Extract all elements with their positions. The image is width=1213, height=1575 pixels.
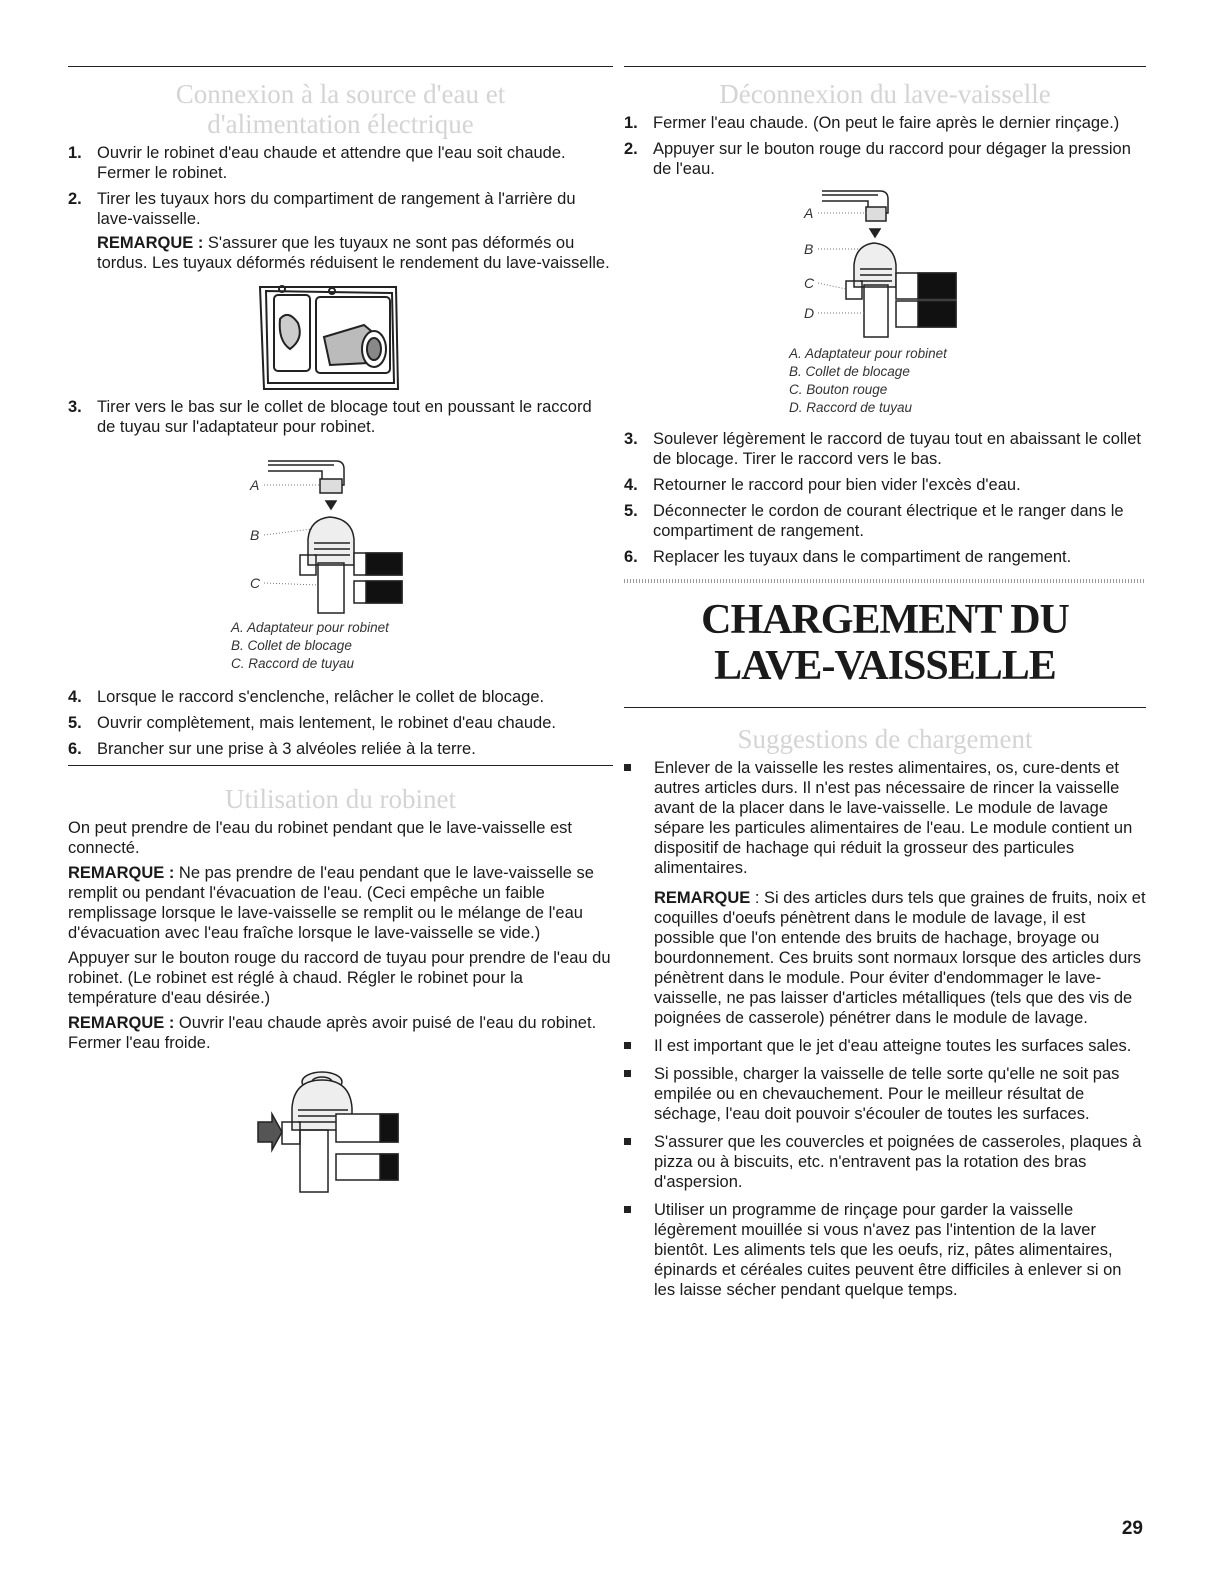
note-label: REMARQUE xyxy=(654,889,751,907)
bullet-text: Il est important que le jet d'eau atteigne toutes les surfaces sales. xyxy=(654,1037,1132,1055)
bullet-item xyxy=(624,1132,1146,1192)
step-number: 5. xyxy=(624,502,638,520)
faucet-adapter-disconnect-illustration xyxy=(624,185,1146,345)
step-item xyxy=(624,429,1146,469)
step-text: Retourner le raccord pour bien vider l'excès d'eau. xyxy=(653,476,1021,494)
steps-list xyxy=(68,687,613,759)
bullet-square-icon xyxy=(624,1070,631,1077)
step-text: Lorsque le raccord s'enclenche, relâcher le collet de blocage. xyxy=(97,688,545,706)
section-title-utilisation: Utilisation du robinet xyxy=(225,784,456,814)
note-text: : Si des articles durs tels que graines de fruits, noix et coquilles d'oeufs pénètrent dans le module de lavage, il est possible que l'on entende des bruits de hachage, broyage ou bourdonnement. Ces bruits sont normaux lorsque des articles durs pénètrent dans le module. Pour éviter d'endommager le lave-vaisselle, ne pas laisser d'articles métalliques (tels que des vis de poignées de casserole) pénétrer dans le module de lavage. xyxy=(654,889,1146,1027)
step-number: 6. xyxy=(68,740,82,758)
section-rule xyxy=(68,765,613,766)
step-text: Replacer les tuyaux dans le compartiment de rangement. xyxy=(653,548,1072,566)
step-text: Ouvrir complètement, mais lentement, le robinet d'eau chaude. xyxy=(97,714,556,732)
step-item xyxy=(68,713,613,733)
section-rule xyxy=(624,707,1146,708)
step-text: Appuyer sur le bouton rouge du raccord pour dégager la pression de l'eau. xyxy=(653,140,1131,178)
bullet-item xyxy=(624,1036,1146,1056)
figure-legend xyxy=(624,345,1146,417)
step-item xyxy=(624,475,1146,495)
figure-label-b: B xyxy=(804,241,814,257)
left-column xyxy=(68,66,613,1208)
chapter-title-line: CHARGEMENT DU xyxy=(701,597,1069,643)
faucet-adapter-figure xyxy=(68,443,613,619)
bullet-text: S'assurer que les couvercles et poignées de casseroles, plaques à pizza ou à biscuits, etc. n'entravent pas la rotation des bras d'aspersion. xyxy=(654,1133,1142,1191)
paragraph: On peut prendre de l'eau du robinet pendant que le lave-vaisselle est connecté. xyxy=(68,819,572,857)
figure-label-b: B xyxy=(250,527,260,543)
figure-label-a: A xyxy=(804,205,814,221)
chapter-title-line: LAVE-VAISSELLE xyxy=(714,643,1056,689)
section-title-suggestions: Suggestions de chargement xyxy=(737,724,1033,754)
note-label: REMARQUE : xyxy=(97,234,204,252)
step-text: Tirer les tuyaux hors du compartiment de rangement à l'arrière du lave-vaisselle. xyxy=(97,190,576,228)
bullet-square-icon xyxy=(624,1042,631,1049)
hose-connector-figure xyxy=(68,1058,613,1208)
section-rule xyxy=(68,66,613,67)
step-text: Déconnecter le cordon de courant électrique et le ranger dans le compartiment de rangement. xyxy=(653,502,1124,540)
legend-item: B. Collet de blocage xyxy=(789,364,910,379)
bullet-item xyxy=(624,758,1146,1028)
step-text: Brancher sur une prise à 3 alvéoles reliée à la terre. xyxy=(97,740,476,758)
storage-compartment-figure xyxy=(68,279,613,397)
step-item xyxy=(624,113,1146,133)
legend-item: A. Adaptateur pour robinet xyxy=(231,620,389,635)
step-item xyxy=(624,139,1146,179)
note xyxy=(68,1013,613,1053)
step-number: 3. xyxy=(68,398,82,416)
legend-item: C. Bouton rouge xyxy=(789,382,888,397)
step-number: 2. xyxy=(68,190,82,208)
note-text: Ouvrir l'eau chaude après avoir puisé de l'eau du robinet. Fermer l'eau froide. xyxy=(68,1014,597,1052)
figure-label-d: D xyxy=(804,305,815,321)
page-number: 29 xyxy=(1121,1518,1143,1539)
figure-label-a: A xyxy=(250,477,260,493)
step-number: 1. xyxy=(624,114,638,132)
paragraph: Appuyer sur le bouton rouge du raccord de tuyau pour prendre de l'eau du robinet. (Le robinet est réglé à chaud. Régler le robinet pour la température d'eau désirée.) xyxy=(68,949,611,1007)
note xyxy=(68,863,613,943)
step-item xyxy=(68,739,613,759)
steps-list xyxy=(624,429,1146,567)
bullet-item xyxy=(624,1200,1146,1300)
faucet-adapter-illustration xyxy=(68,443,613,619)
chapter-title xyxy=(624,597,1146,689)
legend-item: D. Raccord de tuyau xyxy=(789,400,913,415)
step-item xyxy=(68,397,613,437)
steps-list xyxy=(624,113,1146,179)
step-number: 2. xyxy=(624,140,638,158)
note xyxy=(654,888,1146,1028)
step-number: 6. xyxy=(624,548,638,566)
step-item xyxy=(624,547,1146,567)
bullet-square-icon xyxy=(624,1206,631,1213)
step-text: Soulever légèrement le raccord de tuyau tout en abaissant le collet de blocage. Tirer le raccord vers le bas. xyxy=(653,430,1141,468)
bullet-text: Si possible, charger la vaisselle de telle sorte qu'elle ne soit pas empilée ou en chevauchement. Pour le meilleur résultat de séchage, l'eau doit pouvoir s'écouler de toutes les surfaces. xyxy=(654,1065,1120,1123)
step-number: 3. xyxy=(624,430,638,448)
faucet-adapter-disconnect-figure xyxy=(624,185,1146,345)
step-number: 1. xyxy=(68,144,82,162)
step-item xyxy=(624,501,1146,541)
figure-label-c: C xyxy=(250,575,261,591)
bullet-text: Utiliser un programme de rinçage pour garder la vaisselle légèrement mouillée si vous n'avez pas l'intention de la laver bientôt. Les aliments tels que les oeufs, riz, pâtes alimentaires, épinards et céréales cuites peuvent être difficiles à enlever si on les laisse sécher pendant quelque temps. xyxy=(654,1201,1122,1299)
note-text: S'assurer que les tuyaux ne sont pas déformés ou tordus. Les tuyaux déformés réduisent le rendement du lave-vaisselle. xyxy=(97,234,610,272)
step-number: 4. xyxy=(624,476,638,494)
steps-list xyxy=(68,397,613,437)
step-text: Fermer l'eau chaude. (On peut le faire après le dernier rinçage.) xyxy=(653,114,1120,132)
note-label: REMARQUE : xyxy=(68,1014,175,1032)
legend-item: B. Collet de blocage xyxy=(231,638,352,653)
bullet-item xyxy=(624,1064,1146,1124)
bullet-square-icon xyxy=(624,1138,631,1145)
figure-legend xyxy=(68,619,613,673)
section-title-connexion xyxy=(68,79,613,139)
step-item xyxy=(68,143,613,183)
bullet-list xyxy=(624,758,1146,1300)
step-item xyxy=(68,189,613,273)
legend-item: C. Raccord de tuyau xyxy=(231,656,355,671)
step-item xyxy=(68,687,613,707)
note xyxy=(97,233,613,273)
hose-connector-illustration xyxy=(68,1058,613,1208)
step-number: 4. xyxy=(68,688,82,706)
steps-list xyxy=(68,143,613,273)
section-rule xyxy=(624,66,1146,67)
note-label: REMARQUE : xyxy=(68,864,175,882)
dotted-divider xyxy=(624,579,1146,583)
bullet-text: Enlever de la vaisselle les restes alimentaires, os, cure-dents et autres articles durs. Il n'est pas nécessaire de rincer la vaisselle avant de la placer dans le lave-vaisselle. Le module de lavage sépare les particules alimentaires de l'eau. Le module contient un dispositif de hachage qui réduit la grosseur des particules alimentaires. xyxy=(654,759,1133,877)
section-title-deconnexion: Déconnexion du lave-vaisselle xyxy=(719,79,1051,109)
step-text: Ouvrir le robinet d'eau chaude et attendre que l'eau soit chaude. Fermer le robinet. xyxy=(97,144,566,182)
figure-label-c: C xyxy=(804,275,815,291)
legend-item: A. Adaptateur pour robinet xyxy=(789,346,947,361)
right-column xyxy=(624,66,1146,1308)
step-number: 5. xyxy=(68,714,82,732)
title-line: Connexion à la source d'eau et xyxy=(175,79,506,109)
note-text: Ne pas prendre de l'eau pendant que le lave-vaisselle se remplit ou pendant l'évacuation de l'eau. (Ceci empêche un faible remplissage lorsque le lave-vaisselle se remplit ou le mélange de l'eau d'évacuation avec l'eau fraîche lorsque le lave-vaisselle se vide.) xyxy=(68,864,594,942)
bullet-square-icon xyxy=(624,764,631,771)
step-text: Tirer vers le bas sur le collet de blocage tout en poussant le raccord de tuyau sur l'adaptateur pour robinet. xyxy=(97,398,592,436)
storage-compartment-illustration xyxy=(68,279,613,397)
title-line: d'alimentation électrique xyxy=(207,109,474,139)
